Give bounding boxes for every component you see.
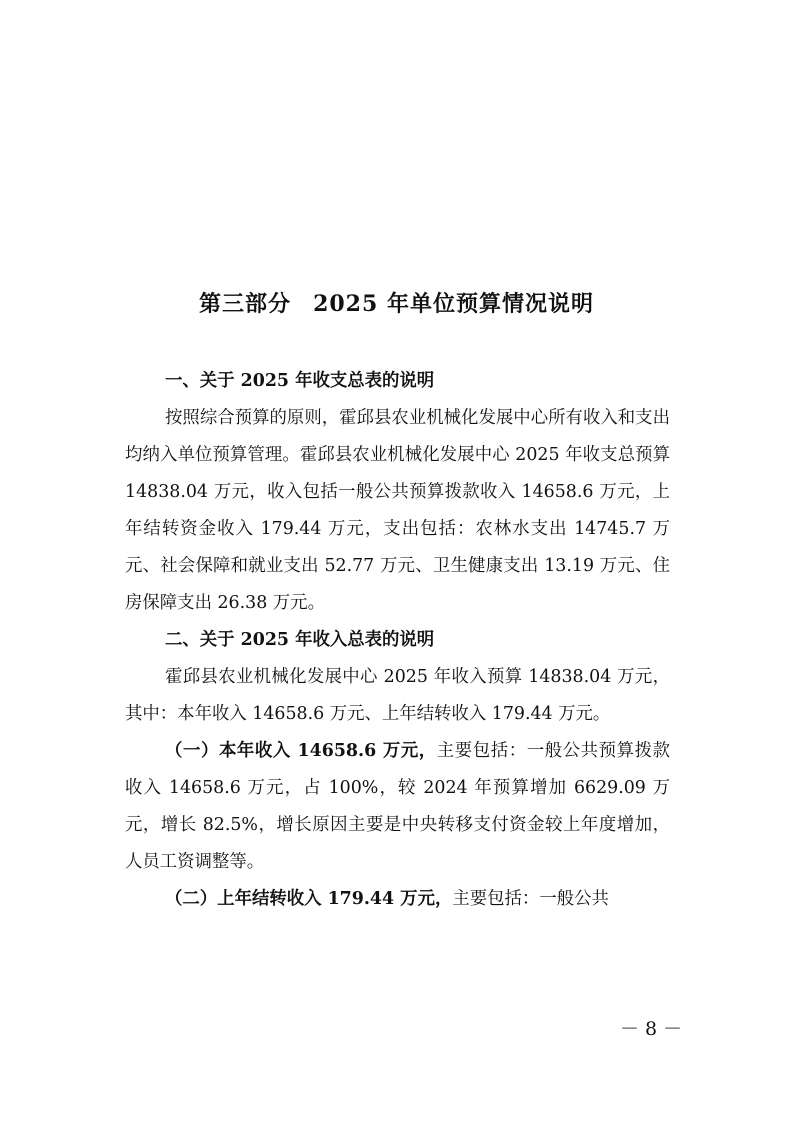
section-1-paragraph: 按照综合预算的原则，霍邱县农业机械化发展中心所有收入和支出均纳入单位预算管理。霍邱县农业机械化发展中心 2025 年收支总预算 14838.04 万元，收入包括一般公共预算拨款收入 14658.6 万元，上年结转资金收入 179.44 万元，支出包括：农林水支出 14745.7 万元、社会保障和就业支出 52.77 万元、卫生健康支出 13.19 万元、住房保障支出 26.38 万元。 [125, 408, 670, 613]
item-1-text: 主要包括：一般公共预算拨款收入 14658.6 万元，占 100%，较 2024 年预算增加 6629.09 万元，增长 82.5%，增长原因主要是中央转移支付资金较上年度增加，人员工资调整等。 [125, 741, 670, 872]
document-body [125, 363, 670, 918]
section-2-item-2 [125, 881, 670, 918]
section-1-heading: 一、关于 2025 年收支总表的说明 [165, 371, 435, 391]
section-2-heading: 二、关于 2025 年收入总表的说明 [165, 630, 435, 650]
page-title [0, 284, 793, 324]
item-2-lead: （二）上年结转收入 179.44 万元， [165, 889, 453, 909]
section-2-item-1 [125, 733, 670, 881]
title-text: 2025 年单位预算情况说明 [313, 291, 594, 317]
item-1-lead: （一）本年收入 14658.6 万元， [165, 741, 437, 761]
section-2-paragraph: 霍邱县农业机械化发展中心 2025 年收入预算 14838.04 万元，其中：本年收入 14658.6 万元、上年结转收入 179.44 万元。 [125, 667, 670, 724]
page-number: － 8 － [620, 1018, 683, 1040]
item-2-text: 主要包括：一般公共 [452, 889, 609, 909]
title-part: 第三部分 [199, 291, 292, 317]
